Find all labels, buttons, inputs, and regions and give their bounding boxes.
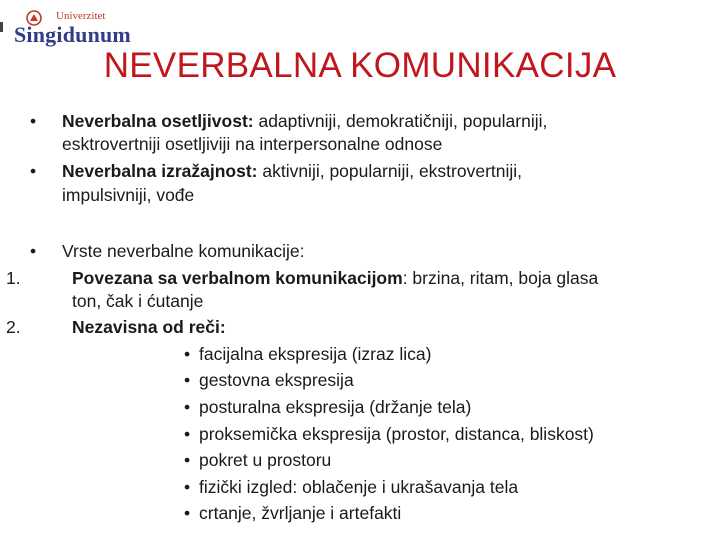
numbered-bold-label: Povezana sa verbalnom komunikacijom (72, 268, 403, 288)
university-logo (14, 10, 131, 47)
sub-bullet-marker: • (184, 477, 191, 497)
numbered-marker: 1. (6, 268, 21, 288)
bullet-marker: • (30, 241, 37, 261)
bullet-item-sensitivity (62, 110, 547, 132)
bullet-text: adaptivniji, demokratičniji, popularniji, (253, 111, 548, 131)
sub-item: posturalna ekspresija (držanje tela) (199, 397, 472, 417)
bullet-item-expressiveness (62, 160, 522, 182)
numbered-item-independent (72, 316, 226, 338)
edge-mark (0, 22, 3, 32)
bullet-marker: • (30, 161, 37, 181)
sub-bullet-marker: • (184, 370, 191, 390)
sub-bullet-marker: • (184, 450, 191, 470)
logo-top-text: Univerzitet (56, 10, 106, 22)
sub-item: crtanje, žvrljanje i artefakti (199, 503, 402, 523)
bullet-continuation: esktrovertniji osetljiviji na interpersonalne odnose (62, 134, 443, 154)
bullet-continuation: impulsivniji, vođe (62, 185, 195, 205)
bullet-text: aktivniji, popularniji, ekstrovertniji, (257, 161, 523, 181)
types-heading: Vrste neverbalne komunikacije: (62, 241, 305, 261)
slide-title: NEVERBALNA KOMUNIKACIJA (103, 46, 617, 85)
numbered-text: : brzina, ritam, boja glasa (402, 268, 599, 288)
numbered-item-verbal (72, 267, 598, 289)
sub-item: pokret u prostoru (199, 450, 332, 470)
numbered-bold-label: Nezavisna od reči: (72, 317, 226, 337)
sub-item: fizički izgled: oblačenje i ukrašavanja tela (199, 477, 519, 497)
logo-main-text: Singidunum (14, 22, 131, 47)
sub-item: gestovna ekspresija (199, 370, 354, 390)
numbered-marker: 2. (6, 317, 21, 337)
sub-bullet-marker: • (184, 397, 191, 417)
sub-bullet-marker: • (184, 503, 191, 523)
bullet-bold-label: Neverbalna izražajnost: (62, 161, 258, 181)
sub-item: facijalna ekspresija (izraz lica) (199, 344, 432, 364)
sub-bullet-marker: • (184, 424, 191, 444)
bullet-marker: • (30, 111, 37, 131)
numbered-continuation: ton, čak i ćutanje (72, 291, 204, 311)
bullet-bold-label: Neverbalna osetljivost: (62, 111, 254, 131)
sub-item: proksemička ekspresija (prostor, distanca, bliskost) (199, 424, 594, 444)
sub-bullet-marker: • (184, 344, 191, 364)
